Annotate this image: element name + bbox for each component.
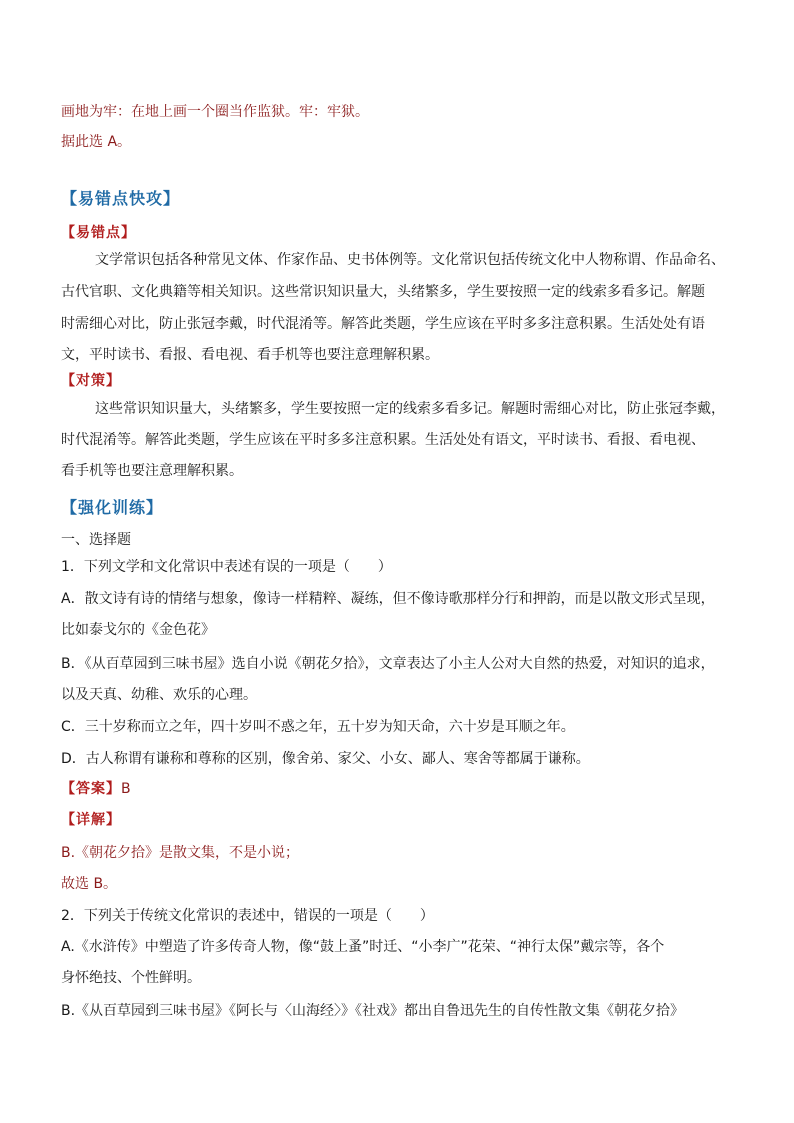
error-point-line-4: 文，平时读书、看报、看电视、看手机等也要注意理解积累。 [61,347,439,363]
q1-option-d: D．古人称谓有谦称和尊称的区别，像舍弟、家父、小女、鄙人、寒舍等都属于谦称。 [61,751,590,767]
section-title-error-points: 【易错点快攻】 [61,189,181,208]
error-point-line-1: 文学常识包括各种常见文体、作家作品、史书体例等。文化常识包括传统文化中人物称谓、作品命名、 [95,252,725,268]
label-strategy: 【对策】 [61,373,121,389]
q1-detail: B.《朝花夕拾》是散文集，不是小说； [61,845,300,861]
strategy-line-1: 这些常识知识量大，头绪繁多，学生要按照一定的线索多看多记。解题时需细心对比，防止张冠李戴， [95,401,725,417]
error-point-line-3: 时需细心对比，防止张冠李戴，时代混淆等。解答此类题，学生应该在平时多多注意积累。生活处处有语 [61,316,705,332]
intro-line-2: 据此选 A。 [61,134,132,150]
q2-stem: 2．下列关于传统文化常识的表述中，错误的一项是（ ） [61,908,434,924]
q2-option-a-line-1: A.《水浒传》中塑造了许多传奇人物，像“鼓上蚤”时迁、“小李广”花荣、“神行太保”戴宗等，各个 [61,939,665,955]
q2-option-b-line-1: B.《从百草园到三味书屋》《阿长与〈山海经〉》《社戏》都出自鲁迅先生的自传性散文集《朝花夕拾》 [61,1003,685,1019]
answer-value: B [121,781,131,797]
q1-conclusion: 故选 B。 [61,876,118,892]
detail-label: 【详解】 [61,812,121,828]
q1-option-a-line-1: A．散文诗有诗的情绪与想象，像诗一样精粹、凝练，但不像诗歌那样分行和押韵，而是以散文形式呈现， [61,591,715,607]
q1-option-a-line-2: 比如泰戈尔的《金色花》 [61,622,215,638]
error-point-line-2: 古代官职、文化典籍等相关知识。这些常识知识量大，头绪繁多，学生要按照一定的线索多看多记。解题 [61,284,705,300]
q1-option-c: C．三十岁称而立之年，四十岁叫不惑之年，五十岁为知天命，六十岁是耳顺之年。 [61,719,575,735]
q1-option-b-line-1: B．《从百草园到三味书屋》选自小说《朝花夕拾》，文章表达了小主人公对大自然的热爱，对知识的追求， [61,656,715,672]
part-heading: 一、选择题 [61,532,131,548]
q2-option-a-line-2: 身怀绝技、个性鲜明。 [61,970,201,986]
intro-line-1: 画地为牢：在地上画一个圈当作监狱。牢：牢狱。 [61,104,369,120]
section-title-training: 【强化训练】 [61,498,164,517]
label-error-point: 【易错点】 [61,225,136,241]
strategy-line-2: 时代混淆等。解答此类题，学生应该在平时多多注意积累。生活处处有语文，平时读书、看报、看电视、 [61,432,705,448]
answer-label: 【答案】 [61,781,121,797]
q1-option-b-line-2: 以及天真、幼稚、欢乐的心理。 [61,687,257,703]
strategy-line-3: 看手机等也要注意理解积累。 [61,463,243,479]
q1-stem: 1．下列文学和文化常识中表述有误的一项是（ ） [61,559,392,575]
q1-answer-row [61,779,131,799]
